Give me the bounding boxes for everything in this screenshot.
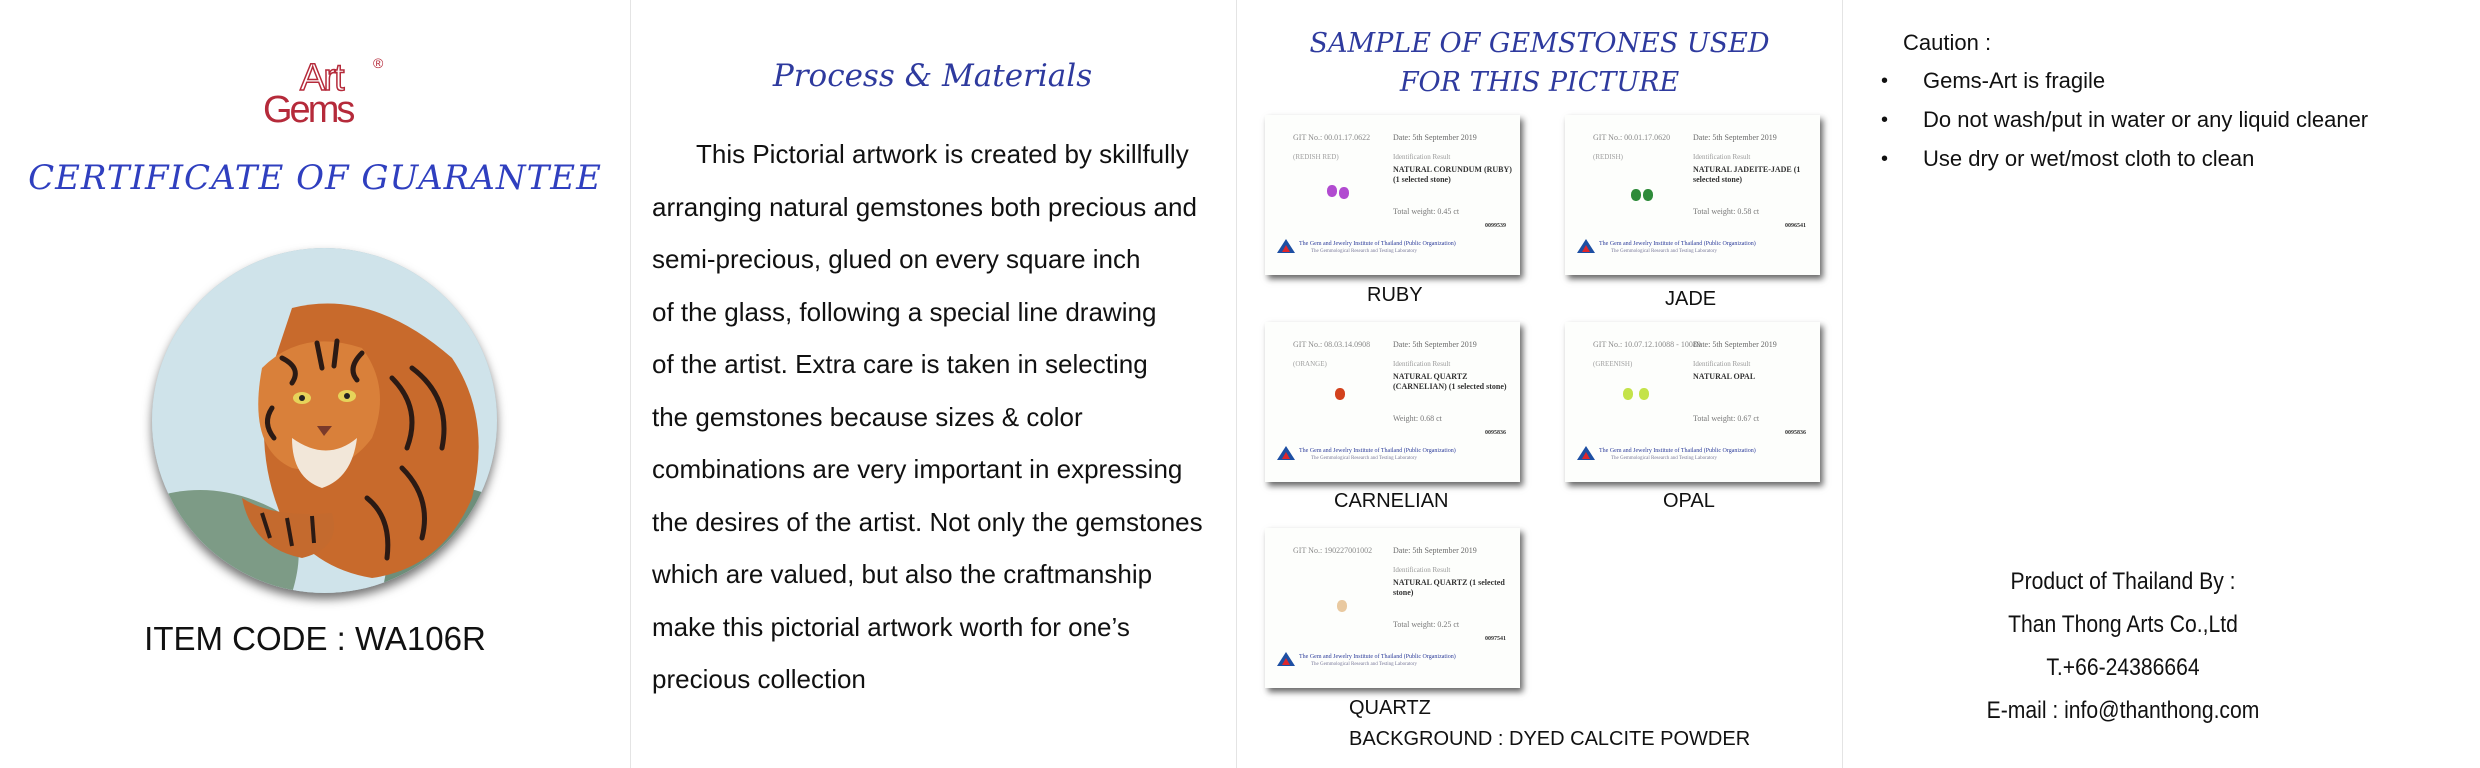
card-code: 0097541 xyxy=(1485,636,1506,642)
process-description xyxy=(652,128,1242,706)
process-line: precious collection xyxy=(652,664,866,694)
card-weight: Total weight: 0.45 ct xyxy=(1393,207,1460,216)
stone-swatch xyxy=(1339,187,1349,199)
git-logo-icon xyxy=(1577,446,1595,460)
process-line: make this pictorial artwork worth for one’s xyxy=(652,611,1130,642)
product-info xyxy=(1923,560,2323,732)
item-code: ITEM CODE : WA106R xyxy=(144,620,486,657)
card-institute-sub: The Gemmological Research and Testing Laboratory xyxy=(1611,249,1718,254)
stone-swatch xyxy=(1327,185,1337,197)
process-title: Process & Materials xyxy=(772,58,1093,94)
card-code: 0099539 xyxy=(1485,223,1506,229)
process-line: of the artist. Extra care is taken in selecting xyxy=(652,349,1148,379)
company-name: Than Thong Arts Co.,Ltd xyxy=(2008,611,2238,638)
card-result-heading: Identification Result xyxy=(1693,153,1751,161)
quartz-certificate-card xyxy=(1265,528,1520,688)
svg-text:Gems: Gems xyxy=(263,89,353,130)
card-institute-sub: The Gemmological Research and Testing Laboratory xyxy=(1311,249,1418,254)
process-line: the desires of the artist. Not only the gemstones xyxy=(652,506,1203,537)
certificate-panel xyxy=(0,0,630,768)
card-institute: The Gem and Jewelry Institute of Thailand (Public Organization) xyxy=(1299,241,1456,247)
jade-certificate-card xyxy=(1565,115,1820,275)
git-logo-icon xyxy=(1577,239,1595,253)
caution-item-text: Use dry or wet/most cloth to clean xyxy=(1923,146,2255,171)
gems-art-logo xyxy=(255,50,385,130)
stone-swatch xyxy=(1631,189,1641,201)
process-line: of the glass, following a special line drawing xyxy=(652,296,1157,327)
caution-item-text: Gems-Art is fragile xyxy=(1923,68,2106,93)
stone-swatch xyxy=(1337,600,1347,612)
ruby-certificate-card xyxy=(1265,115,1520,275)
jade-label: JADE xyxy=(1665,288,1717,310)
card-stone-name: NATURAL JADEITE-JADE (1 selected stone) xyxy=(1693,165,1801,184)
opal-certificate-card xyxy=(1565,322,1820,482)
card-sub: (REDISH RED) xyxy=(1293,153,1339,161)
process-line: arranging natural gemstones both precious and xyxy=(652,191,1197,222)
card-date: Date: 5th September 2019 xyxy=(1693,340,1777,349)
card-number: GIT No.: 10.07.12.10088 - 10089 xyxy=(1593,340,1701,349)
bullet-icon: • xyxy=(1881,109,1889,131)
samples-title-line: SAMPLE OF GEMSTONES USED xyxy=(1309,28,1770,59)
opal-label: OPAL xyxy=(1663,490,1715,512)
card-number: GIT No.: 00.01.17.0620 xyxy=(1593,133,1671,142)
card-institute-sub: The Gemmological Research and Testing Laboratory xyxy=(1311,456,1418,461)
bullet-icon: • xyxy=(1881,70,1889,92)
caution-item xyxy=(1878,107,2368,146)
card-number: GIT No.: 00.01.17.0622 xyxy=(1293,133,1371,142)
card-code: 0095836 xyxy=(1485,430,1506,436)
card-result-heading: Identification Result xyxy=(1393,566,1451,574)
card-institute: The Gem and Jewelry Institute of Thailand (Public Organization) xyxy=(1599,448,1756,454)
process-line: This Pictorial artwork is created by skillfully xyxy=(696,139,1189,169)
card-code: 0095836 xyxy=(1785,430,1806,436)
company-phone: T.+66-24386664 xyxy=(2046,654,2200,681)
card-date: Date: 5th September 2019 xyxy=(1693,133,1777,142)
process-line: combinations are very important in expressing xyxy=(652,454,1183,484)
card-institute: The Gem and Jewelry Institute of Thailand (Public Organization) xyxy=(1299,654,1456,660)
stone-swatch xyxy=(1643,189,1653,201)
card-weight: Total weight: 0.58 ct xyxy=(1693,207,1760,216)
card-weight: Total weight: 0.67 ct xyxy=(1693,414,1760,423)
card-institute: The Gem and Jewelry Institute of Thailand (Public Organization) xyxy=(1299,448,1456,454)
card-result-heading: Identification Result xyxy=(1693,360,1751,368)
ruby-label: RUBY xyxy=(1367,284,1423,306)
card-sub: (GREENISH) xyxy=(1593,360,1633,368)
caution-title: Caution : xyxy=(1903,30,1992,55)
card-stone-name: NATURAL CORUNDUM (RUBY) (1 selected stone) xyxy=(1393,165,1512,184)
card-sub: (ORANGE) xyxy=(1293,360,1327,368)
company-email: E-mail : info@thanthong.com xyxy=(1986,697,2260,724)
stone-swatch xyxy=(1335,388,1345,400)
card-stone-name: NATURAL QUARTZ (CARNELIAN) (1 selected stone) xyxy=(1393,372,1507,391)
process-line: the gemstones because sizes & color xyxy=(652,401,1083,432)
caution-item xyxy=(1878,146,2368,185)
card-date: Date: 5th September 2019 xyxy=(1393,340,1477,349)
tiger-medallion-image xyxy=(152,248,497,593)
process-line: semi-precious, glued on every square inch xyxy=(652,244,1141,274)
stone-swatch xyxy=(1639,388,1649,400)
samples-title xyxy=(1237,24,1842,102)
samples-panel xyxy=(1237,0,1842,768)
card-date: Date: 5th September 2019 xyxy=(1393,133,1477,142)
certificate-title: CERTIFICATE OF GUARANTEE xyxy=(28,158,602,198)
caution-panel xyxy=(1843,0,2480,768)
git-logo-icon xyxy=(1277,446,1295,460)
product-origin: Product of Thailand By : xyxy=(2010,568,2236,595)
card-number: GIT No.: 190227001002 xyxy=(1293,546,1373,555)
card-result-heading: Identification Result xyxy=(1393,153,1451,161)
process-panel xyxy=(630,0,1235,768)
git-logo-icon xyxy=(1277,652,1295,666)
process-line: which are valued, but also the craftmanship xyxy=(652,559,1153,589)
quartz-label: QUARTZ xyxy=(1349,697,1431,719)
bullet-icon: • xyxy=(1881,148,1889,170)
card-institute-sub: The Gemmological Research and Testing Laboratory xyxy=(1611,456,1718,461)
caution-list xyxy=(1878,68,2368,185)
git-logo-icon xyxy=(1277,239,1295,253)
caution-item-text: Do not wash/put in water or any liquid cleaner xyxy=(1923,107,2369,132)
card-date: Date: 5th September 2019 xyxy=(1393,546,1477,555)
card-sub: (REDISH) xyxy=(1593,153,1623,161)
carnelian-label: CARNELIAN xyxy=(1334,490,1449,512)
svg-text:®: ® xyxy=(373,55,384,71)
background-note: BACKGROUND : DYED CALCITE POWDER xyxy=(1349,728,1751,750)
card-code: 0096541 xyxy=(1785,223,1806,229)
stone-swatch xyxy=(1623,388,1633,400)
caution-item xyxy=(1878,68,2368,107)
card-result-heading: Identification Result xyxy=(1393,360,1451,368)
card-institute: The Gem and Jewelry Institute of Thailand (Public Organization) xyxy=(1599,241,1756,247)
card-stone-name: NATURAL OPAL xyxy=(1693,372,1756,381)
card-institute-sub: The Gemmological Research and Testing Laboratory xyxy=(1311,662,1418,667)
card-weight: Weight: 0.68 ct xyxy=(1393,414,1442,423)
card-weight: Total weight: 0.25 ct xyxy=(1393,620,1460,629)
card-number: GIT No.: 08.03.14.0908 xyxy=(1293,340,1371,349)
samples-title-line: FOR THIS PICTURE xyxy=(1399,67,1680,98)
card-stone-name: NATURAL QUARTZ (1 selected stone) xyxy=(1393,578,1505,597)
svg-text:Art: Art xyxy=(300,57,343,99)
carnelian-certificate-card xyxy=(1265,322,1520,482)
